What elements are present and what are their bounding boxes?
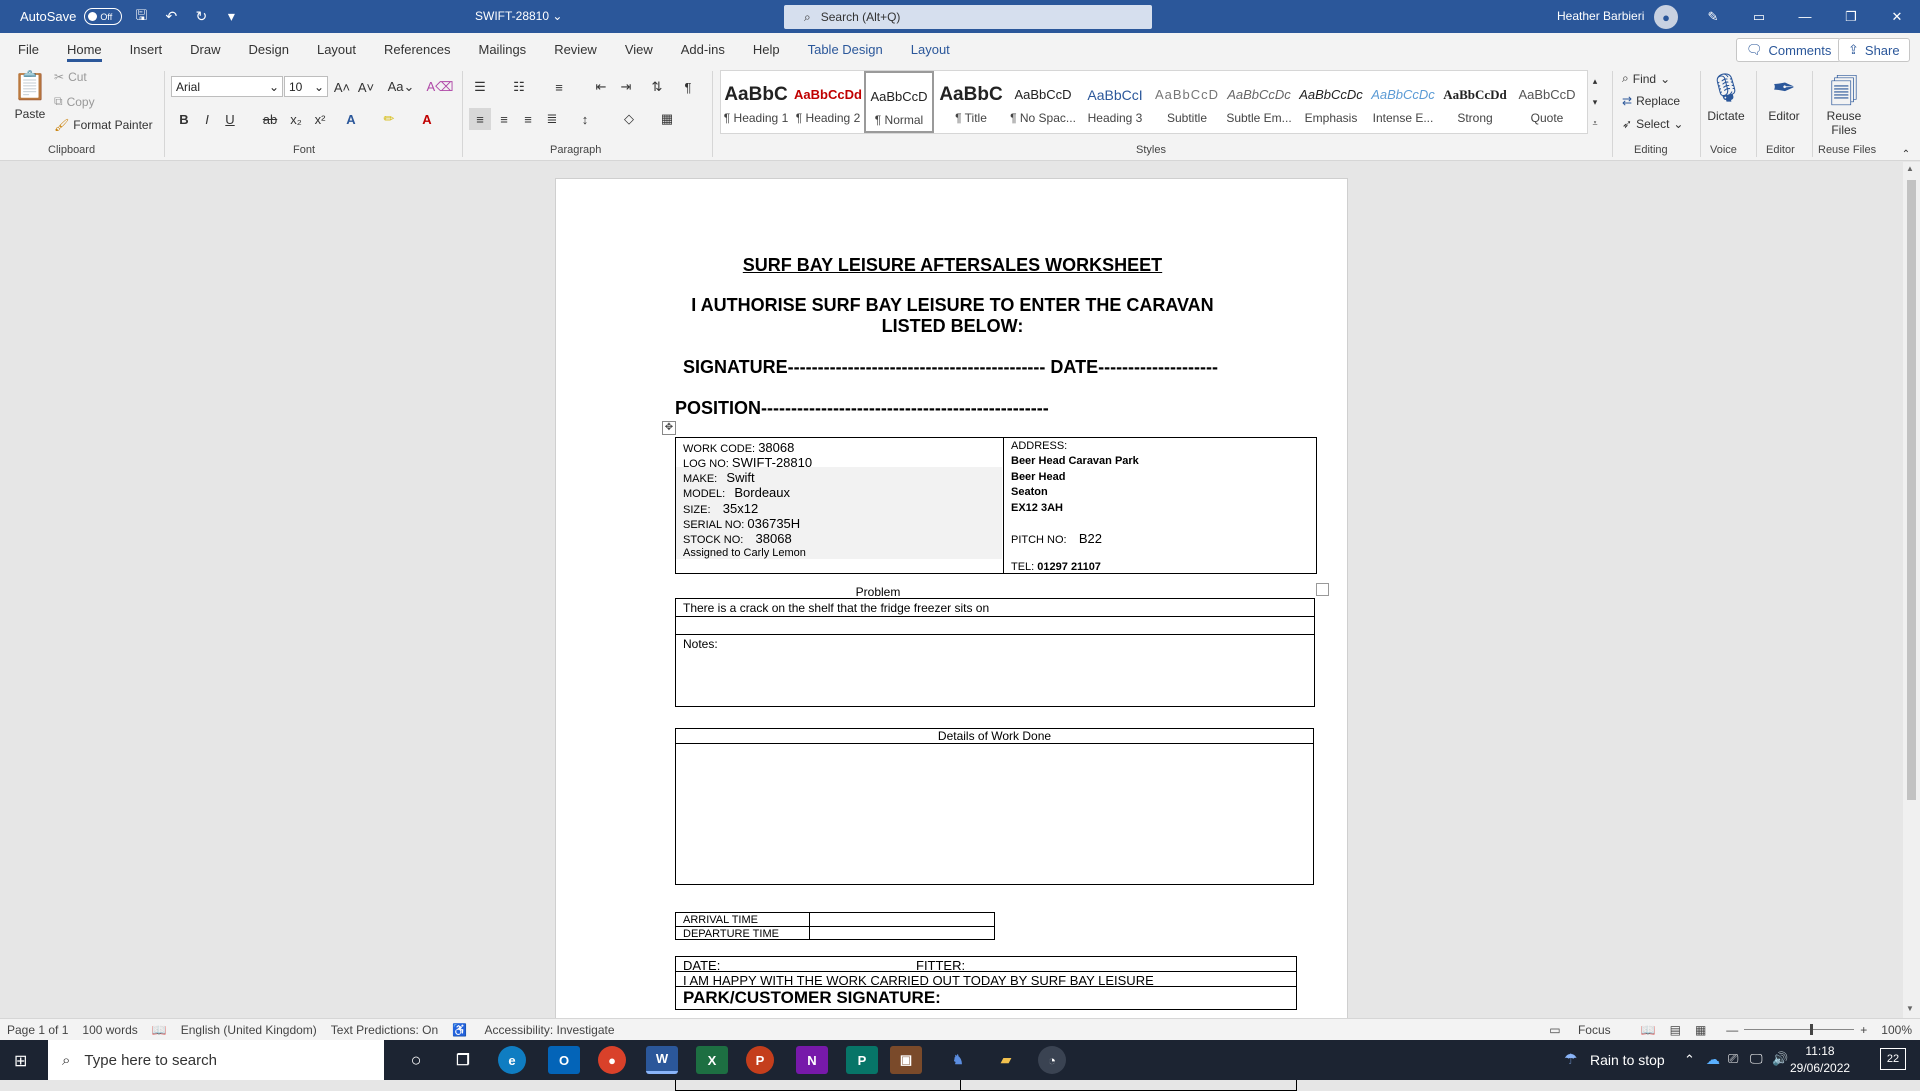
autosave-toggle[interactable]: Off: [84, 8, 122, 25]
page-count[interactable]: Page 1 of 1: [7, 1022, 69, 1037]
multilevel-list-icon[interactable]: ≡: [555, 79, 563, 95]
figure-icon[interactable]: ♞: [952, 1052, 964, 1067]
undo-icon[interactable]: ↶: [165, 8, 178, 24]
tab-view[interactable]: View: [624, 41, 653, 57]
problem-text[interactable]: There is a crack on the shelf that the fridge freezer sits on: [683, 601, 990, 615]
outlook-icon[interactable]: O: [548, 1046, 580, 1074]
taskbar-search-input[interactable]: ⌕ Type here to search: [48, 1040, 384, 1080]
departure-time-label: DEPARTURE TIME: [683, 928, 779, 940]
reuse-files-button[interactable]: 🗐 Reuse Files: [1816, 71, 1872, 137]
work-code: WORK CODE: 38068: [683, 440, 795, 455]
align-center-icon[interactable]: ≡: [500, 111, 508, 127]
address-label: ADDRESS:: [1011, 440, 1068, 452]
restore-icon[interactable]: ❐: [1845, 8, 1857, 24]
underline-icon[interactable]: U: [225, 111, 235, 127]
styles-more-icon[interactable]: ⩡: [1592, 117, 1598, 128]
editor-group-label: Editor: [1766, 144, 1795, 156]
style-emphasis[interactable]: AaBbCcDc Emphasis: [1299, 87, 1363, 125]
voice-group-label: Voice: [1710, 144, 1737, 156]
scroll-down-icon[interactable]: ▼: [1906, 1004, 1914, 1013]
collapse-ribbon-icon[interactable]: ⌃: [1901, 148, 1911, 160]
notes-label[interactable]: Notes:: [683, 637, 718, 651]
date-label: DATE:: [683, 958, 721, 973]
text-effects-icon[interactable]: A: [346, 111, 356, 127]
word-icon[interactable]: W: [646, 1046, 678, 1074]
font-group-label: Font: [293, 144, 316, 156]
signature-line: SIGNATURE------------------------------------------- DATE--------------------: [683, 357, 1218, 377]
cut-button[interactable]: ✂ Cut: [54, 70, 87, 84]
font-size-select[interactable]: 10 ⌄: [284, 76, 328, 97]
ribbon-display-icon[interactable]: ▭: [1752, 8, 1766, 24]
authorise-line-2: LISTED BELOW:: [881, 316, 1024, 336]
share-button[interactable]: ⇪ Share: [1838, 38, 1910, 62]
arrival-time-label: ARRIVAL TIME: [683, 914, 758, 926]
paintbrush-icon: 🖌: [54, 118, 70, 132]
clear-formatting-icon[interactable]: A⌫: [426, 79, 454, 94]
text-predictions[interactable]: Text Predictions: On: [330, 1022, 439, 1037]
windows-start-icon[interactable]: ⊞: [14, 1053, 28, 1070]
paragraph-group-label: Paragraph: [550, 144, 602, 156]
tab-layout[interactable]: Layout: [316, 41, 357, 57]
title-bar: [0, 0, 1920, 33]
format-painter-button[interactable]: 🖌 Format Painter: [54, 118, 153, 132]
styles-scroll-down-icon[interactable]: ▾: [1592, 96, 1598, 107]
search-icon: ⌕: [62, 1051, 71, 1069]
tab-table-design[interactable]: Table Design: [807, 41, 883, 57]
serial-no: SERIAL NO: 036735H: [683, 516, 801, 531]
clock-date[interactable]: 29/06/2022: [1790, 1061, 1851, 1075]
clock-time[interactable]: 11:18: [1805, 1044, 1835, 1058]
tab-design[interactable]: Design: [248, 41, 289, 57]
dictate-button[interactable]: 🎙 Dictate: [1698, 71, 1754, 123]
cursor-icon: ➶: [1622, 117, 1633, 131]
network-icon[interactable]: 🖵: [1750, 1051, 1763, 1066]
document-page[interactable]: [555, 178, 1348, 1078]
weather-text[interactable]: Rain to stop: [1590, 1052, 1665, 1068]
tab-review[interactable]: Review: [554, 41, 597, 57]
select-button[interactable]: ➶ Select ⌄: [1622, 117, 1684, 131]
decrease-indent-icon[interactable]: ⇤: [595, 79, 607, 94]
justify-icon[interactable]: ≣: [546, 111, 558, 126]
comments-button[interactable]: 🗨 Comments: [1736, 38, 1841, 62]
save-icon[interactable]: 🖫: [135, 6, 148, 23]
replace-button[interactable]: ⇄ Replace: [1622, 94, 1681, 108]
strikethrough-icon[interactable]: ab: [262, 111, 278, 127]
paste-button[interactable]: 📋 Paste: [2, 69, 58, 121]
reuse-files-group-label: Reuse Files: [1818, 144, 1877, 156]
style-subtitle[interactable]: AaBbCcD Subtitle: [1154, 87, 1220, 125]
make: MAKE: Swift: [683, 470, 755, 485]
numbering-icon[interactable]: ☷: [513, 79, 525, 94]
paste-icon: 📋: [12, 70, 48, 101]
size: SIZE: 35x12: [683, 501, 759, 516]
redo-icon[interactable]: ↻: [195, 8, 208, 24]
status-bar: [0, 1018, 1920, 1040]
autosave-label: AutoSave: [20, 9, 77, 24]
publisher-icon[interactable]: P: [846, 1046, 878, 1074]
customer-signature: PARK/CUSTOMER SIGNATURE:: [683, 988, 941, 1007]
volume-icon[interactable]: 🔊: [1772, 1051, 1789, 1066]
comment-icon: 🗨: [1746, 42, 1763, 57]
styles-gallery: [720, 70, 1588, 134]
search-icon: ⌕: [804, 9, 811, 24]
address-line-2: Beer Head: [1011, 471, 1066, 483]
style-normal[interactable]: AaBbCcD ¶ Normal: [864, 71, 934, 133]
notifications-badge[interactable]: 22: [1880, 1048, 1906, 1070]
address-line-4: EX12 3AH: [1011, 502, 1063, 514]
editing-group-label: Editing: [1634, 144, 1668, 156]
model: MODEL: Bordeaux: [683, 485, 791, 500]
search-icon: ⌕: [1622, 71, 1629, 85]
align-left-icon[interactable]: ≡: [469, 108, 491, 130]
happy-statement: I AM HAPPY WITH THE WORK CARRIED OUT TODAY BY SURF BAY LEISURE: [683, 973, 1154, 988]
powerpoint-icon[interactable]: P: [746, 1046, 774, 1074]
authorise-line-1: I AUTHORISE SURF BAY LEISURE TO ENTER THE CARAVAN: [691, 295, 1214, 315]
meet-now-icon[interactable]: ⎚: [1728, 1051, 1739, 1066]
log-no: LOG NO: SWIFT-28810: [683, 455, 813, 470]
zoom-level[interactable]: 100%: [1881, 1022, 1912, 1037]
taskbar: [0, 1040, 1920, 1080]
word-count[interactable]: 100 words: [82, 1022, 138, 1037]
style-strong[interactable]: AaBbCcDd Strong: [1443, 87, 1507, 125]
avatar[interactable]: ●: [1654, 5, 1678, 29]
pitch-no: PITCH NO: B22: [1011, 531, 1102, 546]
work-done-table: [675, 728, 1314, 885]
zoom-in-icon[interactable]: +: [1860, 1022, 1868, 1037]
shading-icon[interactable]: ◇: [624, 111, 634, 126]
tab-add-ins[interactable]: Add-ins: [680, 41, 725, 57]
pen-icon[interactable]: ✎: [1707, 8, 1719, 24]
zoom-out-icon[interactable]: —: [1726, 1022, 1739, 1037]
show-hidden-icons[interactable]: ⌃: [1684, 1052, 1695, 1067]
zoom-slider[interactable]: [1744, 1029, 1854, 1030]
onedrive-icon[interactable]: ☁: [1706, 1051, 1720, 1067]
cortana-icon[interactable]: ○: [410, 1049, 422, 1070]
align-right-icon[interactable]: ≡: [524, 111, 532, 127]
styles-scroll-up-icon[interactable]: ▴: [1592, 75, 1598, 86]
search-input[interactable]: ⌕ Search (Alt+Q): [784, 5, 1152, 29]
customize-toolbar-icon[interactable]: ▾: [227, 8, 235, 24]
worksheet-title: SURF BAY LEISURE AFTERSALES WORKSHEET: [742, 255, 1163, 275]
reuse-files-icon: 🗐: [1830, 76, 1858, 107]
tab-references[interactable]: References: [384, 41, 451, 57]
focus-button[interactable]: ▭ Focus: [1549, 1022, 1611, 1037]
tab-file[interactable]: File: [18, 41, 39, 57]
copy-button[interactable]: ⧉ Copy: [54, 94, 95, 109]
line-spacing-icon[interactable]: ↕: [581, 111, 589, 127]
tab-table-layout[interactable]: Layout: [910, 41, 950, 57]
stock-no: STOCK NO: 38068: [683, 531, 792, 546]
weather-icon[interactable]: ☂: [1564, 1051, 1578, 1068]
clipboard-group-label: Clipboard: [48, 144, 96, 156]
font-name-select[interactable]: Arial ⌄: [171, 76, 283, 97]
address-line-1: Beer Head Caravan Park: [1011, 455, 1139, 467]
onenote-icon[interactable]: N: [796, 1046, 828, 1074]
microphone-icon: 🎙: [1708, 72, 1744, 103]
superscript-icon[interactable]: x²: [314, 111, 326, 127]
bold-icon[interactable]: B: [179, 111, 189, 127]
document-canvas: [0, 162, 1903, 1018]
copy-icon: ⧉: [54, 94, 63, 108]
scroll-up-icon[interactable]: ▲: [1906, 164, 1914, 173]
address-line-3: Seaton: [1011, 486, 1048, 498]
editor-button[interactable]: ✒ Editor: [1756, 71, 1812, 123]
editor-pen-icon: ✒: [1772, 72, 1796, 103]
table-resize-handle[interactable]: [1316, 583, 1329, 596]
pilcrow-icon[interactable]: ¶: [684, 79, 692, 95]
shrink-font-icon[interactable]: A˅: [357, 79, 375, 95]
highlight-icon[interactable]: ✏: [383, 111, 395, 126]
sort-icon[interactable]: ⇅: [651, 79, 663, 94]
scissors-icon: ✂: [54, 70, 65, 84]
table-move-handle-icon[interactable]: ✥: [662, 421, 676, 435]
styles-group-label: Styles: [1136, 144, 1166, 156]
bullets-icon[interactable]: ☰: [474, 79, 486, 94]
problem-label: Problem: [855, 585, 901, 599]
edge-icon[interactable]: e: [498, 1046, 526, 1074]
replace-icon: ⇄: [1622, 94, 1633, 108]
font-color-icon[interactable]: A: [422, 111, 432, 127]
fitter-label: FITTER:: [916, 958, 966, 973]
assigned-to: Assigned to Carly Lemon: [683, 547, 806, 559]
increase-indent-icon[interactable]: ⇥: [620, 79, 632, 94]
style-intense-emphasis[interactable]: AaBbCcDc Intense E...: [1371, 87, 1435, 125]
user-name[interactable]: Heather Barbieri: [1557, 9, 1645, 23]
task-view-icon[interactable]: ❐: [456, 1052, 470, 1069]
style-subtle-emphasis[interactable]: AaBbCcDc Subtle Em...: [1226, 87, 1292, 125]
change-case-icon[interactable]: Aa⌄: [387, 79, 415, 94]
grow-font-icon[interactable]: A˄: [333, 79, 351, 95]
italic-icon[interactable]: I: [205, 111, 209, 127]
file-explorer-icon[interactable]: ▰: [1001, 1052, 1011, 1067]
style-quote[interactable]: AaBbCcD Quote: [1518, 87, 1576, 125]
borders-icon[interactable]: ▦: [660, 111, 674, 126]
ribbon-tabs: [0, 33, 1920, 65]
style-title[interactable]: AaBbC ¶ Title: [939, 84, 1003, 125]
position-line: POSITION------------------------------------------------: [675, 398, 1049, 418]
web-layout-icon[interactable]: ▦: [1694, 1022, 1707, 1037]
close-icon[interactable]: ✕: [1891, 8, 1903, 24]
read-mode-icon[interactable]: 📖: [1640, 1022, 1656, 1037]
chrome-icon[interactable]: ●: [598, 1046, 626, 1074]
tab-insert[interactable]: Insert: [129, 41, 163, 57]
excel-icon[interactable]: X: [696, 1046, 728, 1074]
share-icon: ⇪: [1848, 42, 1859, 57]
tab-mailings[interactable]: Mailings: [478, 41, 527, 57]
app-circle-icon[interactable]: ◔: [1038, 1046, 1066, 1074]
details-label: Details of Work Done: [937, 729, 1052, 743]
app-icon[interactable]: ▣: [890, 1046, 922, 1074]
autosave[interactable]: [20, 8, 122, 25]
style-no-spacing[interactable]: AaBbCcD ¶ No Spac...: [1010, 87, 1076, 125]
proofing-icon[interactable]: 📖: [151, 1022, 167, 1037]
tab-draw[interactable]: Draw: [190, 41, 221, 57]
subscript-icon[interactable]: x₂: [290, 111, 302, 127]
print-layout-icon[interactable]: ▤: [1669, 1022, 1681, 1037]
scrollbar-thumb[interactable]: [1907, 180, 1916, 800]
minimize-icon[interactable]: —: [1798, 9, 1812, 24]
style-heading-1[interactable]: AaBbC ¶ Heading 1: [723, 84, 789, 125]
language[interactable]: English (United Kingdom): [180, 1022, 317, 1037]
telephone: TEL: 01297 21107: [1011, 561, 1101, 573]
ribbon: [0, 65, 1920, 161]
tab-home[interactable]: Home: [53, 33, 116, 65]
tab-help[interactable]: Help: [752, 41, 780, 57]
document-name[interactable]: SWIFT-28810 ⌄: [475, 9, 563, 23]
vertical-scrollbar[interactable]: [1903, 162, 1920, 1018]
accessibility-status[interactable]: ♿ Accessibility: Investigate: [452, 1022, 615, 1037]
style-heading-2[interactable]: AaBbCcDd ¶ Heading 2: [794, 87, 862, 125]
style-heading-3[interactable]: AaBbCcI Heading 3: [1087, 87, 1143, 125]
find-button[interactable]: ⌕ Find ⌄: [1622, 71, 1671, 86]
